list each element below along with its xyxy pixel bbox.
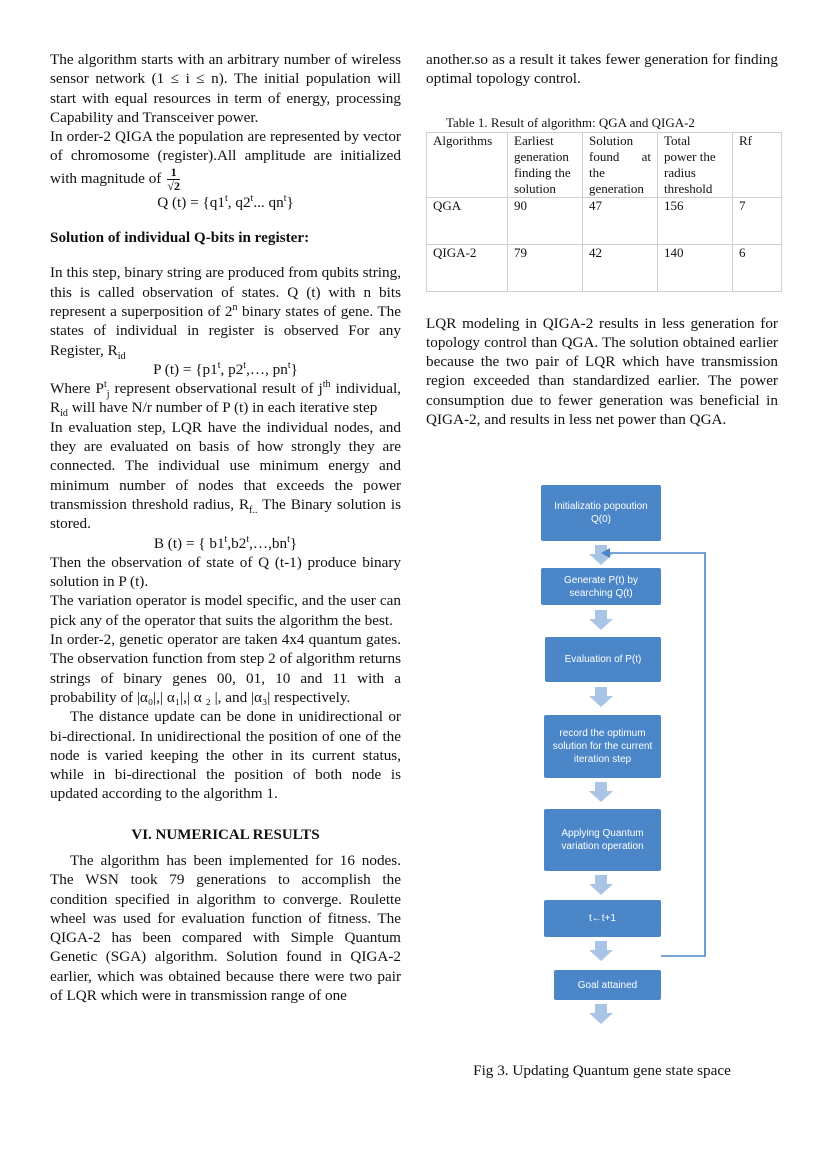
fraction-one-over-root-two: $\frac{1}{√2}$ xyxy=(167,164,180,193)
results-paragraph: The algorithm has been implemented for 16 nodes. The WSN took 79 generations to accomplish the condition specified in algorithm to converge. Roulette wheel was used for evaluation function of fitness. The QIGA-2 has been compared with Simple Quantum Genetic (SGA) algorithm. Solution found in QIGA-2 earlier, which was obtained because there were two pair of LQR which were in transmission range of one xyxy=(50,851,401,1005)
genetic-operator-paragraph: In order-2, genetic operator are taken 4x4 quantum gates. The observation function from step 2 of algorithm returns strings of binary genes 00, 01, 10 and 11 with a probability of |α₀|,| α₁|,| α ₂ |, and |α₃| respectively. xyxy=(50,631,401,706)
flow-step-increment: t←t+1 xyxy=(544,900,661,937)
table-cell: 79 xyxy=(508,244,583,291)
table-row xyxy=(427,197,782,244)
table-cell: 47 xyxy=(583,197,658,244)
table-cell: 42 xyxy=(583,244,658,291)
observation-paragraph: In this step, binary string are produced from qubits string, this is called observation of states. Q (t) with n bits represent a superposition of 2$^n$ binary states of gene. The states of individual in register is observed For any Register, $R_{id}$ xyxy=(50,264,402,362)
figure-caption: Fig 3. Updating Quantum gene state space xyxy=(473,1062,731,1080)
flow-step-goal: Goal attained xyxy=(554,970,661,1000)
table-header-cell: Earliest generation finding the solution xyxy=(508,132,583,197)
loop-back-arrow-icon xyxy=(500,482,730,1032)
table-cell: QGA xyxy=(427,197,508,244)
equation-b: B (t) = { $b1^t,b2^t,\dots,bn^t$} xyxy=(153,533,298,552)
table-header-cell: Total power the radius threshold xyxy=(658,132,733,197)
table-header-cell: Algorithms xyxy=(427,132,508,197)
results-table xyxy=(426,132,782,292)
table-cell: 156 xyxy=(658,197,733,244)
flow-step-evaluate: Evaluation of P(t) xyxy=(545,637,661,682)
table-header-row xyxy=(427,132,782,197)
flowchart xyxy=(500,482,730,1032)
equation-q: Q $(t) = \{q1^t$, q2$^t$... $qn^t$} xyxy=(157,192,294,211)
section-heading-qbits: Solution of individual Q-bits in register: xyxy=(50,229,310,247)
intro-paragraph: The algorithm starts with an arbitrary number of wireless sensor network (1 ≤ i ≤ n). The initial population will start with equal resources in term of energy, processing Capability and Transceiver power. xyxy=(50,51,401,126)
observation-state-paragraph: Then the observation of state of Q (t-1) produce binary solution in P (t). xyxy=(50,553,401,591)
variation-operator-paragraph: The variation operator is model specific, and the user can pick any of the operator that suits the algorithm the best. xyxy=(50,592,401,629)
table-caption: Table 1. Result of algorithm: QGA and QIGA-2 xyxy=(446,114,695,130)
flow-step-generate: Generate P(t) by searching Q(t) xyxy=(541,568,661,605)
table-row xyxy=(427,244,782,291)
lqr-modeling-paragraph: LQR modeling in QIGA-2 results in less generation for topology control than QGA. The solution obtained earlier because the two pair of LQR which have transmission region exceeded than standardized earlier. The power consumption due to fewer generation was beneficial in QIGA-2, and results in less net power than QGA. xyxy=(426,314,778,429)
distance-update-paragraph: The distance update can be done in unidirectional or bi-directional. In unidirectional the position of one of the node is varied keeping the other in its current status, while in bi-directional the position of both node is updated according to the algorithm 1. xyxy=(50,708,401,803)
right-column xyxy=(426,50,778,429)
table-cell: 6 xyxy=(733,244,782,291)
table-cell: 90 xyxy=(508,197,583,244)
where-paragraph: Where $P^t_j$ represent observational result of $j^{th}$ individual, $R_{id}$ will have N/r number of P (t) in each iterative step xyxy=(50,379,401,420)
init-paragraph: In order-2 QIGA the population are represented by vector of chromosome (register).All amplitude are initialized with magnitude of $\frac{1}{√2}$ xyxy=(50,128,401,193)
equation-p: P $(t) = \{p1^t$, p2$^t$,…, $pn^t$} xyxy=(153,359,298,378)
flow-step-init: Initializatio popoution Q(0) xyxy=(541,485,661,541)
table-cell: 7 xyxy=(733,197,782,244)
left-column xyxy=(50,50,401,1005)
table-cell: 140 xyxy=(658,244,733,291)
flow-step-record: record the optimum solution for the current iteration step xyxy=(544,715,661,778)
table-header-cell: Solution found at the generation xyxy=(583,132,658,197)
evaluation-paragraph: In evaluation step, LQR have the individual nodes, and they are evaluated on basis of how strongly they are connected. The individual use minimum energy and minimum number of nodes that exceeds the power transmission threshold radius, $R_{f..}$ The Binary solution is stored. xyxy=(50,418,401,533)
table-cell: QIGA-2 xyxy=(427,244,508,291)
flow-step-variation: Applying Quantum variation operation xyxy=(544,809,661,871)
continuation-paragraph: another.so as a result it takes fewer generation for finding optimal topology control. xyxy=(426,51,778,88)
section-title-numerical-results: VI. NUMERICAL RESULTS xyxy=(131,826,320,843)
table-header-cell: Rf xyxy=(733,132,782,197)
